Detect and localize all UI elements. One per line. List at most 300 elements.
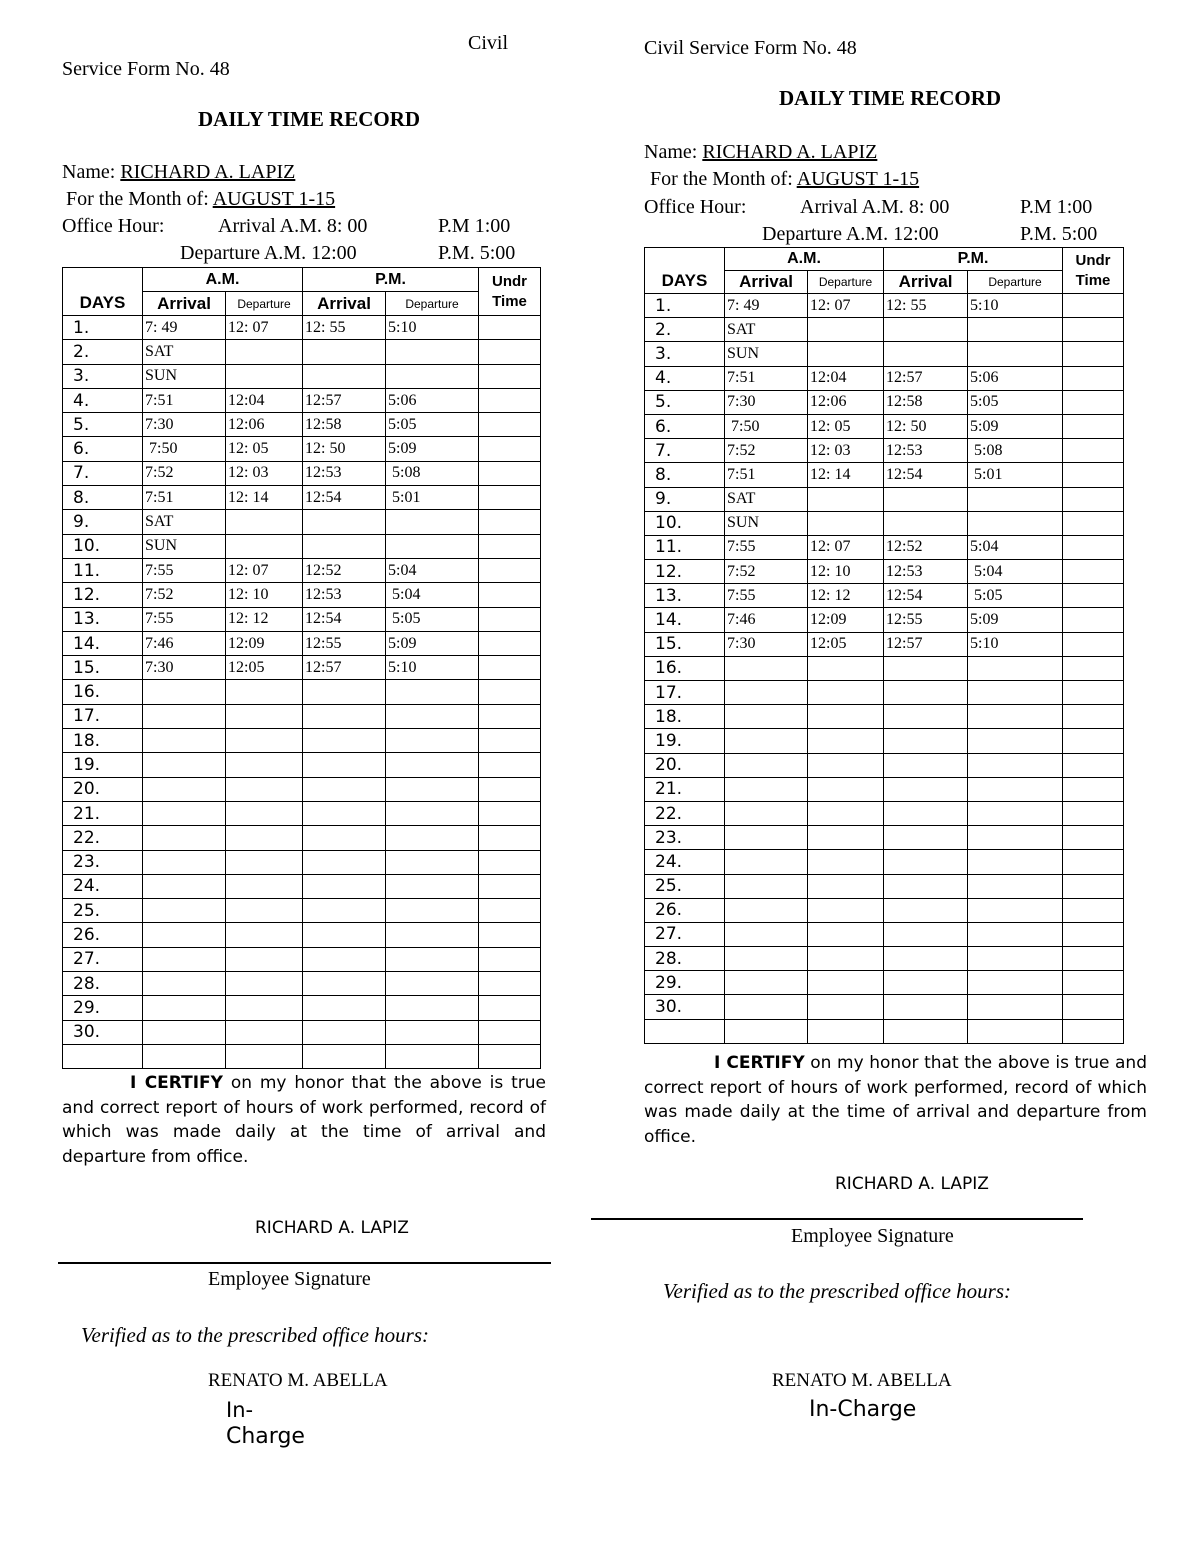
pm-arrival-cell: 12:52 — [884, 535, 968, 559]
time-record-table — [62, 267, 541, 1069]
am-departure-cell — [808, 874, 884, 898]
table-row — [63, 899, 541, 923]
pm-arrival-cell — [303, 923, 386, 947]
form-number: Civil Service Form No. 48 — [644, 37, 857, 59]
am-arrival-cell — [725, 850, 808, 874]
am-departure-cell — [226, 777, 303, 801]
pm-departure-header: Departure — [386, 292, 479, 316]
undertime-cell — [1063, 560, 1124, 584]
pm-arrival-cell — [884, 898, 968, 922]
pm-arrival-cell — [884, 681, 968, 705]
table-row — [645, 560, 1124, 584]
pm-departure-cell: 5:04 — [386, 558, 479, 582]
am-departure-cell: 12: 10 — [808, 560, 884, 584]
am-arrival-cell: SUN — [143, 364, 226, 388]
pm-arrival-cell: 12: 55 — [303, 316, 386, 340]
am-arrival-cell — [725, 947, 808, 971]
undertime-cell — [1063, 390, 1124, 414]
table-row — [63, 510, 541, 534]
am-departure-cell: 12: 03 — [808, 439, 884, 463]
day-number-cell: 30. — [645, 995, 725, 1019]
undertime-cell — [479, 388, 541, 412]
day-number-cell: 3. — [63, 364, 143, 388]
undertime-cell — [479, 826, 541, 850]
am-departure-cell: 12: 03 — [226, 461, 303, 485]
signature-line — [591, 1218, 1083, 1220]
am-departure-cell — [226, 996, 303, 1020]
pm-departure-cell: 5:09 — [386, 437, 479, 461]
day-number-cell: 24. — [63, 874, 143, 898]
am-departure-cell — [226, 340, 303, 364]
pm-arrival-cell — [303, 680, 386, 704]
month-label: For the Month of: — [66, 188, 209, 210]
am-departure-cell — [226, 801, 303, 825]
pm-arrival-cell: 12:57 — [303, 388, 386, 412]
verifier-title-in: In- — [226, 1398, 254, 1422]
pm-arrival-cell: 12:53 — [884, 560, 968, 584]
pm-departure-cell — [968, 801, 1063, 825]
pm-departure-cell — [386, 704, 479, 728]
pm-arrival-cell: 12:57 — [303, 656, 386, 680]
form-number-part1: Civil — [468, 32, 509, 54]
undertime-cell — [1063, 318, 1124, 342]
pm-arrival-cell — [884, 487, 968, 511]
day-number-cell: 23. — [63, 850, 143, 874]
day-number-cell: 18. — [645, 705, 725, 729]
table-row — [645, 656, 1124, 680]
undertime-cell — [1063, 947, 1124, 971]
table-row — [645, 898, 1124, 922]
am-arrival-cell: 7:52 — [143, 583, 226, 607]
am-departure-cell: 12: 05 — [808, 414, 884, 438]
pm-departure-cell — [968, 874, 1063, 898]
am-arrival-cell: 7:46 — [725, 608, 808, 632]
table-row — [645, 342, 1124, 366]
undertime-cell — [479, 340, 541, 364]
undertime-cell — [479, 753, 541, 777]
day-number-cell: 27. — [63, 947, 143, 971]
table-row — [645, 753, 1124, 777]
am-arrival-cell — [143, 680, 226, 704]
undertime-cell — [479, 558, 541, 582]
am-departure-cell — [226, 534, 303, 558]
am-arrival-cell: 7:55 — [143, 558, 226, 582]
pm-arrival-cell — [303, 996, 386, 1020]
pm-departure-cell — [386, 777, 479, 801]
departure-pm: P.M. 5:00 — [1020, 223, 1098, 245]
day-number-cell: 5. — [645, 390, 725, 414]
day-number-cell: 30. — [63, 1020, 143, 1044]
day-number-cell: 25. — [63, 899, 143, 923]
undertime-cell — [1063, 366, 1124, 390]
pm-departure-cell: 5:04 — [386, 583, 479, 607]
table-row — [63, 996, 541, 1020]
day-number-cell: 13. — [63, 607, 143, 631]
table-body — [645, 294, 1124, 1044]
am-departure-cell — [808, 511, 884, 535]
am-arrival-cell: 7:30 — [725, 390, 808, 414]
arrival-pm: P.M 1:00 — [438, 215, 511, 237]
table-row — [63, 486, 541, 510]
am-departure-cell — [808, 487, 884, 511]
pm-departure-cell: 5:09 — [386, 631, 479, 655]
am-arrival-cell: SUN — [143, 534, 226, 558]
am-arrival-cell: 7:52 — [725, 560, 808, 584]
pm-departure-cell — [386, 1020, 479, 1044]
am-departure-cell — [808, 898, 884, 922]
table-row — [645, 801, 1124, 825]
am-departure-cell — [226, 1044, 303, 1068]
undertime-cell — [479, 729, 541, 753]
am-departure-cell — [808, 850, 884, 874]
am-departure-cell: 12: 05 — [226, 437, 303, 461]
form-title: DAILY TIME RECORD — [779, 86, 1002, 110]
undertime-cell — [479, 777, 541, 801]
table-row — [645, 366, 1124, 390]
am-arrival-cell — [143, 899, 226, 923]
day-number-cell: 16. — [645, 656, 725, 680]
pm-departure-header: Departure — [968, 271, 1063, 294]
pm-departure-cell — [386, 996, 479, 1020]
am-departure-cell: 12: 07 — [226, 316, 303, 340]
verifier-name: RENATO M. ABELLA — [772, 1370, 952, 1391]
day-number-cell: 29. — [63, 996, 143, 1020]
day-number-cell: 5. — [63, 413, 143, 437]
pm-departure-cell — [968, 729, 1063, 753]
table-row — [645, 922, 1124, 946]
pm-arrival-cell — [884, 777, 968, 801]
table-row — [645, 390, 1124, 414]
table-row — [63, 801, 541, 825]
pm-arrival-cell: 12: 50 — [303, 437, 386, 461]
am-departure-cell: 12: 10 — [226, 583, 303, 607]
table-row — [63, 753, 541, 777]
pm-arrival-cell — [303, 1020, 386, 1044]
undertime-cell — [1063, 971, 1124, 995]
am-arrival-cell — [725, 874, 808, 898]
name-value: RICHARD A. LAPIZ — [120, 161, 296, 183]
table-row — [645, 535, 1124, 559]
am-arrival-cell: 7:50 — [725, 414, 808, 438]
am-departure-cell — [808, 753, 884, 777]
pm-arrival-header: Arrival — [884, 271, 968, 294]
table-row — [63, 558, 541, 582]
undertime-cell — [479, 680, 541, 704]
am-arrival-cell: 7:55 — [725, 584, 808, 608]
pm-departure-cell — [968, 511, 1063, 535]
am-departure-cell — [808, 342, 884, 366]
table-row — [645, 632, 1124, 656]
pm-departure-cell: 5:01 — [386, 486, 479, 510]
table-row — [645, 681, 1124, 705]
am-departure-cell: 12:09 — [226, 631, 303, 655]
am-departure-cell: 12:05 — [808, 632, 884, 656]
table-row — [645, 850, 1124, 874]
am-header: A.M. — [725, 248, 884, 271]
pm-departure-cell — [968, 656, 1063, 680]
am-departure-cell: 12: 07 — [808, 294, 884, 318]
am-arrival-cell: 7:30 — [143, 656, 226, 680]
am-arrival-cell — [143, 1044, 226, 1068]
pm-arrival-cell — [303, 1044, 386, 1068]
pm-departure-cell — [386, 729, 479, 753]
am-arrival-cell — [725, 681, 808, 705]
table-row — [63, 364, 541, 388]
day-number-cell: 29. — [645, 971, 725, 995]
certify-bold: I CERTIFY — [130, 1073, 223, 1093]
month-label: For the Month of: — [650, 168, 793, 190]
pm-departure-cell — [386, 680, 479, 704]
day-number-cell: 20. — [63, 777, 143, 801]
day-number-cell: 19. — [645, 729, 725, 753]
certify-body: on my honor that the above is true and correct report of hours of work performed, record of which was made daily at the time of arrival and departure from office. — [62, 1073, 546, 1167]
verified-text: Verified as to the prescribed office hours: — [663, 1279, 1011, 1303]
arrival-pm: P.M 1:00 — [1020, 196, 1093, 218]
pm-departure-cell: 5:05 — [968, 390, 1063, 414]
am-arrival-cell: 7:52 — [725, 439, 808, 463]
am-departure-cell — [226, 874, 303, 898]
undertime-cell — [1063, 995, 1124, 1019]
pm-departure-cell — [386, 340, 479, 364]
am-departure-cell — [808, 777, 884, 801]
pm-arrival-cell — [884, 971, 968, 995]
pm-arrival-cell: 12:55 — [884, 608, 968, 632]
undertime-cell — [1063, 753, 1124, 777]
am-departure-cell — [226, 923, 303, 947]
am-arrival-cell: 7:30 — [725, 632, 808, 656]
am-departure-cell — [808, 995, 884, 1019]
pm-arrival-cell: 12:57 — [884, 632, 968, 656]
arrival-am: Arrival A.M. 8: 00 — [800, 196, 950, 218]
undertime-cell — [479, 874, 541, 898]
am-arrival-cell — [725, 777, 808, 801]
office-hour-label: Office Hour: — [62, 215, 165, 237]
pm-arrival-cell: 12:55 — [303, 631, 386, 655]
am-arrival-cell — [143, 801, 226, 825]
table-row — [63, 340, 541, 364]
pm-departure-cell: 5:06 — [386, 388, 479, 412]
undertime-header — [1063, 248, 1124, 294]
pm-arrival-cell: 12:57 — [884, 366, 968, 390]
am-arrival-cell: 7:51 — [725, 366, 808, 390]
am-departure-cell — [808, 971, 884, 995]
undertime-cell — [479, 583, 541, 607]
pm-departure-cell — [968, 318, 1063, 342]
certification-text — [62, 1071, 546, 1169]
am-departure-cell: 12: 14 — [808, 463, 884, 487]
undertime-cell — [1063, 801, 1124, 825]
pm-arrival-cell — [303, 753, 386, 777]
pm-departure-cell — [386, 753, 479, 777]
month-value: AUGUST 1-15 — [796, 168, 920, 190]
day-number-cell: 2. — [645, 318, 725, 342]
day-number-cell: 10. — [645, 511, 725, 535]
day-number-cell — [645, 1019, 725, 1043]
day-number-cell: 17. — [63, 704, 143, 728]
pm-arrival-cell: 12:54 — [884, 584, 968, 608]
pm-departure-cell — [968, 777, 1063, 801]
am-departure-cell: 12: 07 — [226, 558, 303, 582]
pm-arrival-cell: 12:54 — [303, 486, 386, 510]
day-number-cell: 20. — [645, 753, 725, 777]
table-row — [645, 777, 1124, 801]
pm-departure-cell: 5:05 — [968, 584, 1063, 608]
undertime-cell — [1063, 777, 1124, 801]
pm-departure-cell: 5:10 — [386, 316, 479, 340]
pm-departure-cell — [386, 801, 479, 825]
pm-departure-cell: 5:05 — [386, 413, 479, 437]
am-departure-cell — [226, 899, 303, 923]
pm-arrival-cell: 12:53 — [303, 583, 386, 607]
pm-arrival-cell: 12:58 — [884, 390, 968, 414]
day-number-cell: 21. — [63, 801, 143, 825]
undertime-cell — [479, 534, 541, 558]
pm-departure-cell — [386, 1044, 479, 1068]
am-departure-cell: 12: 12 — [808, 584, 884, 608]
day-number-cell: 25. — [645, 874, 725, 898]
pm-departure-cell — [386, 850, 479, 874]
am-departure-header: Departure — [808, 271, 884, 294]
table-row — [645, 487, 1124, 511]
pm-departure-cell — [386, 923, 479, 947]
pm-departure-cell — [968, 898, 1063, 922]
am-departure-cell — [808, 318, 884, 342]
undertime-cell — [1063, 874, 1124, 898]
am-arrival-cell: 7:50 — [143, 437, 226, 461]
day-number-cell: 2. — [63, 340, 143, 364]
am-arrival-cell: 7:30 — [143, 413, 226, 437]
pm-arrival-cell — [303, 510, 386, 534]
undertime-cell — [479, 510, 541, 534]
day-number-cell: 23. — [645, 826, 725, 850]
undertime-cell — [1063, 656, 1124, 680]
undertime-cell — [1063, 535, 1124, 559]
table-row — [645, 729, 1124, 753]
undertime-cell — [479, 899, 541, 923]
certification-text — [644, 1051, 1147, 1149]
table-row — [63, 680, 541, 704]
table-row — [63, 534, 541, 558]
day-number-cell: 26. — [63, 923, 143, 947]
day-number-cell: 3. — [645, 342, 725, 366]
undertime-cell — [1063, 850, 1124, 874]
name-label: Name: — [644, 141, 698, 163]
table-row — [63, 631, 541, 655]
undertime-cell — [479, 1044, 541, 1068]
am-departure-cell: 12: 12 — [226, 607, 303, 631]
am-departure-header: Departure — [226, 292, 303, 316]
pm-arrival-cell — [884, 947, 968, 971]
pm-arrival-cell — [884, 318, 968, 342]
pm-arrival-cell — [303, 364, 386, 388]
table-row — [63, 923, 541, 947]
pm-arrival-cell — [884, 922, 968, 946]
am-departure-cell — [226, 704, 303, 728]
table-row — [645, 414, 1124, 438]
am-arrival-cell: 7:51 — [143, 388, 226, 412]
undertime-cell — [479, 947, 541, 971]
table-row — [63, 947, 541, 971]
undertime-cell — [479, 607, 541, 631]
table-row — [645, 439, 1124, 463]
undertime-cell — [479, 631, 541, 655]
day-number-cell: 24. — [645, 850, 725, 874]
pm-arrival-cell: 12:53 — [303, 461, 386, 485]
am-departure-cell: 12:06 — [226, 413, 303, 437]
day-number-cell: 7. — [63, 461, 143, 485]
month-line — [66, 188, 335, 211]
day-number-cell: 14. — [63, 631, 143, 655]
am-arrival-cell — [143, 729, 226, 753]
pm-departure-cell: 5:09 — [968, 608, 1063, 632]
table-row — [63, 972, 541, 996]
undertime-cell — [479, 923, 541, 947]
day-number-cell: 10. — [63, 534, 143, 558]
verifier-title-charge: Charge — [226, 1424, 305, 1449]
am-arrival-cell — [725, 705, 808, 729]
day-number-cell: 6. — [645, 414, 725, 438]
table-row — [645, 995, 1124, 1019]
table-row — [63, 461, 541, 485]
pm-arrival-cell: 12:54 — [884, 463, 968, 487]
pm-arrival-cell — [303, 826, 386, 850]
pm-arrival-cell — [303, 729, 386, 753]
undertime-cell — [1063, 342, 1124, 366]
am-arrival-cell — [725, 656, 808, 680]
am-departure-cell — [226, 1020, 303, 1044]
am-departure-cell — [808, 705, 884, 729]
name-label: Name: — [62, 161, 116, 183]
table-row — [645, 294, 1124, 318]
undertime-cell — [479, 850, 541, 874]
undertime-cell — [479, 461, 541, 485]
day-number-cell: 9. — [63, 510, 143, 534]
pm-departure-cell: 5:04 — [968, 560, 1063, 584]
pm-departure-cell — [968, 971, 1063, 995]
days-header: DAYS — [63, 268, 143, 316]
am-header: A.M. — [143, 268, 303, 292]
am-arrival-cell — [143, 1020, 226, 1044]
undertime-cell — [1063, 463, 1124, 487]
table-row — [63, 1020, 541, 1044]
table-row — [63, 826, 541, 850]
am-arrival-cell — [143, 704, 226, 728]
office-hour-label: Office Hour: — [644, 196, 747, 218]
pm-arrival-cell — [884, 995, 968, 1019]
am-departure-cell: 12:04 — [808, 366, 884, 390]
month-value: AUGUST 1-15 — [212, 188, 336, 210]
undertime-cell — [479, 704, 541, 728]
am-departure-cell: 12:09 — [808, 608, 884, 632]
pm-arrival-cell — [303, 777, 386, 801]
day-number-cell: 12. — [645, 560, 725, 584]
undertime-cell — [479, 801, 541, 825]
am-arrival-cell — [143, 923, 226, 947]
pm-arrival-header: Arrival — [303, 292, 386, 316]
pm-arrival-cell — [303, 850, 386, 874]
day-number-cell: 9. — [645, 487, 725, 511]
pm-arrival-cell — [884, 1019, 968, 1043]
form-title: DAILY TIME RECORD — [198, 107, 421, 131]
pm-arrival-cell — [884, 705, 968, 729]
table-row — [63, 388, 541, 412]
am-departure-cell — [808, 826, 884, 850]
table-row — [63, 316, 541, 340]
am-departure-cell — [808, 922, 884, 946]
days-header: DAYS — [645, 248, 725, 294]
verifier-title-charge: Charge — [837, 1397, 917, 1422]
am-departure-cell — [226, 364, 303, 388]
